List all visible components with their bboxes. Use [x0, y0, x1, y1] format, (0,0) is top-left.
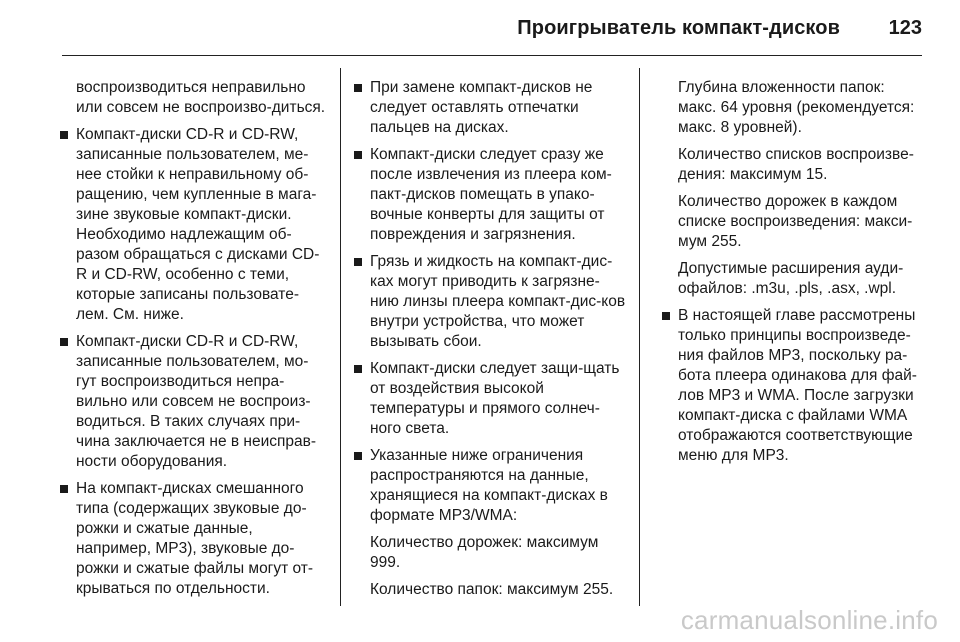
limit-paragraph: Количество папок: максимум 255.: [370, 581, 614, 598]
limit-paragraph: Глубина вложенности папок: макс. 64 уровня (рекомендуется: макс. 8 уровней).: [678, 79, 915, 136]
bullet-text: Компакт-диски следует сразу же после извлечения из плеера ком-пакт-дисков помещать в упако-вочные конверты для защиты от повреждения и загрязнения.: [370, 146, 612, 243]
bullet-square-icon: [60, 485, 68, 493]
bullet-square-icon: [354, 452, 362, 460]
page-number: 123: [888, 17, 922, 39]
limit-paragraph: Допустимые расширения ауди-офайлов: .m3u, .pls, .asx, .wpl.: [678, 260, 904, 297]
column-3: [660, 78, 926, 473]
bullet-item: [58, 332, 326, 472]
bullet-item: [352, 252, 628, 352]
limit-paragraph: Количество дорожек: максимум 999.: [370, 534, 599, 571]
continuation-text: воспроизводиться неправильно или совсем не воспроизво-диться.: [76, 79, 326, 116]
page-title: Проигрыватель компакт-дисков: [517, 17, 840, 39]
column-divider-left: [340, 68, 341, 606]
limit-paragraph: Количество списков воспроизве-дения: максимум 15.: [678, 146, 914, 183]
bullet-text: При замене компакт-дисков не следует оставлять отпечатки пальцев на дисках.: [370, 79, 593, 136]
bullet-item: [352, 359, 628, 439]
bullet-text: Указанные ниже ограничения распространяются на данные, хранящиеся на компакт-дисках в формате MP3/WMA:: [370, 447, 608, 524]
bullet-text: Грязь и жидкость на компакт-дис-ках могут приводить к загрязне-нию линзы плеера компакт-дис-ков внутри устройства, что может вызывать сбои.: [370, 253, 626, 350]
bullet-item: [58, 479, 326, 599]
bullet-square-icon: [662, 312, 670, 320]
limit-paragraph: Количество дорожек в каждом списке воспроизведения: макси-мум 255.: [678, 193, 913, 250]
bullet-text: Компакт-диски следует защи-щать от воздействия высокой температуры и прямого солнеч-ного света.: [370, 360, 620, 437]
bullet-text: На компакт-дисках смешанного типа (содержащих звуковые до-рожки и сжатые данные, например, MP3), звуковые до-рожки и сжатые файлы могут от-крываться по отдельности.: [76, 480, 314, 597]
bullet-text: Компакт-диски CD-R и CD-RW, записанные пользователем, мо-гут воспроизводиться непра-вильно или совсем не воспроиз-водиться. В таких случаях при-чина заключается не в неисправ-ности оборудования.: [76, 333, 317, 470]
column-1: [58, 78, 326, 606]
header-rule: [62, 55, 922, 56]
bullet-square-icon: [60, 131, 68, 139]
bullet-text: Компакт-диски CD-R и CD-RW, записанные пользователем, ме-нее стойки к неправильному об-ращению, чем купленные в мага-зине звуковые компакт-диски. Необходимо надлежащим об-разом обращаться с дисками CD-R и CD-RW, особенно с теми, которые записаны пользовате-лем. См. ниже.: [76, 126, 320, 323]
bullet-square-icon: [354, 365, 362, 373]
bullet-item: [58, 125, 326, 325]
bullet-item: [352, 446, 628, 526]
bullet-item: [352, 78, 628, 138]
bullet-item: [352, 145, 628, 245]
page-header: [0, 0, 960, 54]
bullet-item: [660, 306, 926, 466]
watermark: carmanualsonline.info: [680, 605, 938, 635]
bullet-square-icon: [60, 338, 68, 346]
bullet-text: В настоящей главе рассмотрены только принципы воспроизведе-ния файлов MP3, поскольку ра-бота плеера одинакова для фай-лов MP3 и WMA. После загрузки компакт-диска с файлами WMA отображаются соответствующие меню для MP3.: [678, 307, 917, 464]
column-2: [352, 78, 628, 607]
bullet-square-icon: [354, 84, 362, 92]
column-divider-right: [639, 68, 640, 606]
bullet-square-icon: [354, 258, 362, 266]
bullet-square-icon: [354, 151, 362, 159]
